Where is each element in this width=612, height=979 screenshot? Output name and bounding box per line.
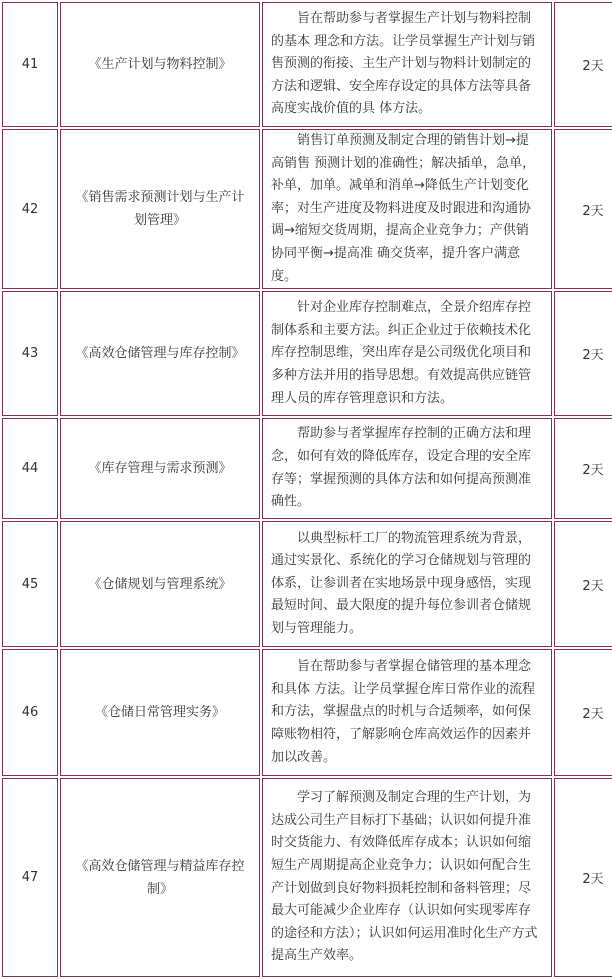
course-name: 《仓储规划与管理系统》: [60, 521, 260, 647]
course-duration: 2天: [554, 2, 612, 127]
course-name: 《库存管理与需求预测》: [60, 418, 260, 519]
course-description: [262, 649, 552, 776]
course-description-text: 针对企业库存控制难点，全景介绍库存控制体系和主要方法。纠正企业过于依赖技术化库存控制思维，突出库存是公司级优化项目和多种方法并用的指导思想。有效提高供应链管理人员的库存管理意识和方法。: [271, 300, 532, 406]
course-name: 《仓储日常管理实务》: [60, 649, 260, 776]
table-row: [2, 129, 612, 289]
row-number: 45: [2, 521, 58, 647]
course-description: [262, 129, 552, 289]
course-name: 《销售需求预测计划与生产计划管理》: [60, 129, 260, 289]
table-row: [2, 291, 612, 416]
course-duration: 2天: [554, 649, 612, 776]
table-row: [2, 778, 612, 977]
table-row: [2, 2, 612, 127]
row-number: 47: [2, 778, 58, 977]
course-duration: 2天: [554, 418, 612, 519]
course-description-text: 旨在帮助参与者掌握生产计划与物料控制的基本 理念和方法。让学员掌握生产计划与销售预测的衔接、主生产计划与物料计划制定的方法和逻辑、安全库存设定的具体方法等具备高度实战价值的具 体方法。: [271, 11, 536, 117]
table-row: [2, 649, 612, 776]
course-description-text: 销售订单预测及制定合理的销售计划→提高销售 预测计划的准确性；解决插单，急单，补单，加单。减单和消单→降低生产计划变化率；对生产进度及物料进度及时跟进和沟通协调→缩短交货周期，提高企业竞争力；产供销协同平衡→提高准 确交货率，提升客户满意度。: [271, 133, 536, 284]
course-name: 《生产计划与物料控制》: [60, 2, 260, 127]
row-number: 42: [2, 129, 58, 289]
course-description: [262, 521, 552, 647]
course-duration: 2天: [554, 521, 612, 647]
course-description-text: 学习了解预测及制定合理的生产计划，为达成公司生产目标打下基础；认识如何提升准时交货能力、有效降低库存成本；认识如何缩短生产周期提高企业竞争力；认识如何配合生产计划做到良好物料损耗控制和备料管理；尽最大可能减少企业库存（认识如何实现零库存的途径和方法）；认识如何运用准时化生产方式提高生产效率。: [271, 790, 538, 964]
course-duration: 2天: [554, 129, 612, 289]
course-description-text: 旨在帮助参与者掌握仓储管理的基本理念和具体 方法。让学员掌握仓库日常作业的流程和方法，掌握盘点的时机与合适频率，如何保障账物相符，了解影响仓库高效运作的因素并加以改善。: [271, 659, 536, 765]
course-description-text: 帮助参与者掌握库存控制的正确方法和理念，如何有效的降低库存，设定合理的安全库存等；掌握预测的具体方法和如何提高预测准确性。: [271, 426, 532, 510]
row-number: 43: [2, 291, 58, 416]
course-description: [262, 291, 552, 416]
row-number: 44: [2, 418, 58, 519]
course-description: [262, 2, 552, 127]
course-duration: 2天: [554, 291, 612, 416]
table-row: [2, 418, 612, 519]
course-name: 《高效仓储管理与库存控制》: [60, 291, 260, 416]
course-description-text: 以典型标杆工厂的物流管理系统为背景，通过实景化、系统化的学习仓储规划与管理的体系，让参训者在实地场景中现身感悟，实现最短时间、最大限度的提升每位参训者仓储规划与管理能力。: [271, 530, 532, 637]
row-number: 46: [2, 649, 58, 776]
table-row: [2, 521, 612, 647]
course-description: [262, 778, 552, 977]
course-description: [262, 418, 552, 519]
row-number: 41: [2, 2, 58, 127]
course-duration: 2天: [554, 778, 612, 977]
course-name: 《高效仓储管理与精益库存控制》: [60, 778, 260, 977]
